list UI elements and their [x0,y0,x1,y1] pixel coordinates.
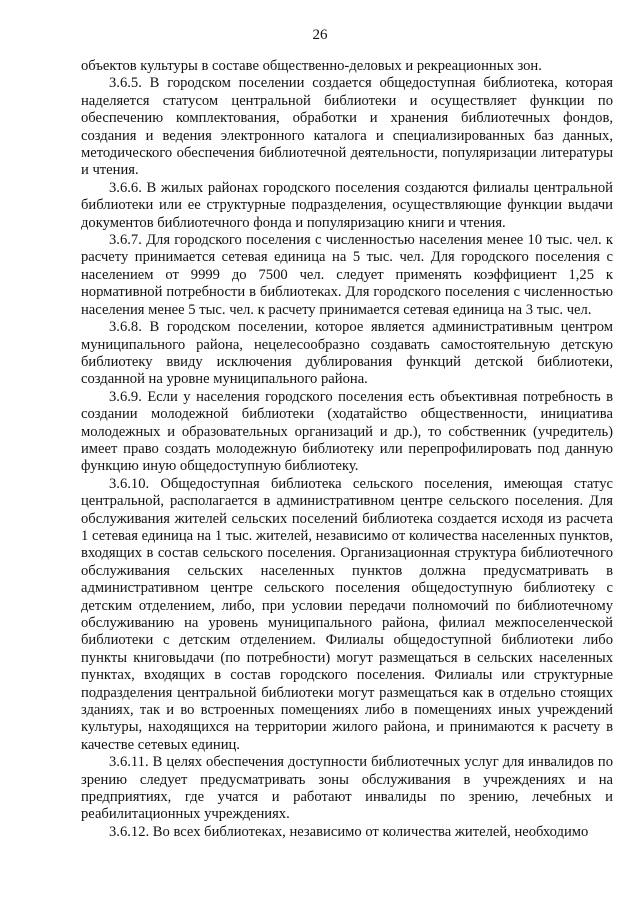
paragraph-3-6-8: 3.6.8. В городском поселении, которое является административным центром муниципального района, нецелесообразно создавать самостоятельную детскую библиотеку ввиду исключения дублирования функций детской библиотеки, созданной на уровне муниципального района. [81,319,613,388]
paragraph-3-6-12: 3.6.12. Во всех библиотеках, независимо от количества жителей, необходимо [109,823,589,840]
paragraph-3-6-6: 3.6.6. В жилых районах городского поселения создаются филиалы центральной библиотеки или ее структурные подразделения, осуществляющие функции выдачи документов библиотечного фонда и популяризацию книги и чтения. [81,179,613,231]
paragraph-3-6-11: 3.6.11. В целях обеспечения доступности библиотечных услуг для инвалидов по зрению следует предусматривать зоны обслуживания в учреждениях и на предприятиях, где учатся и работают инвалиды по зрению, лечебных и реабилитационных учреждениях. [81,754,613,823]
paragraph-3-6-5: 3.6.5. В городском поселении создается общедоступная библиотека, которая наделяется статусом центральной библиотеки и осуществляет функции по обеспечению комплектования, обработки и хранения библиотечных фондов, создания и ведения электронного каталога и специализированных баз данных, методического обеспечения библиотечной деятельности, популяризации литературы и чтения. [81,75,613,179]
paragraph-3-6-10: 3.6.10. Общедоступная библиотека сельского поселения, имеющая статус центральной, располагается в административном центре сельского поселения. Для обслуживания жителей сельских поселений библиотека создается исходя из расчета 1 сетевая единица на 1 тыс. жителей, независимо от количества населенных пунктов, входящих в состав сельского поселения. Организационная структура библиотечного обслуживания сельских населенных пунктов должна предусматривать в административном центре сельского поселения общедоступную библиотеку с детским отделением, либо, при условии передачи полномочий по библиотечному обслуживанию на уровень муниципального района, филиал межпоселенческой библиотеки с детским отделением. Филиалы общедоступной библиотеки либо пункты книговыдачи (по потребности) могут размещаться в сельских населенных пунктах, входящих в состав городского поселения. Филиалы или структурные подразделения центральной библиотеки могут размещаться как в отдельно стоящих зданиях, так и во встроенных помещениях либо в помещениях иных учреждений культуры, находящихся на территории жилого района, и принимаются к расчету в качестве сетевых единиц. [81,475,613,753]
document-body [81,58,613,841]
paragraph-3-6-9: 3.6.9. Если у населения городского поселения есть объективная потребность в создании молодежной библиотеки (ходатайство общественности, инициатива молодежных и образовательных организаций и др.), то собственник (учредитель) имеет право создать молодежную библиотеку или перепрофилировать под данную функцию иную общедоступную библиотеку. [81,388,613,475]
paragraph-continuation: объектов культуры в составе общественно-деловых и рекреационных зон. [81,58,542,74]
page-number: 26 [312,27,328,43]
paragraph-3-6-7: 3.6.7. Для городского поселения с численностью населения менее 10 тыс. чел. к расчету принимается сетевая единица на 5 тыс. чел. Для городского поселения с населением от 9999 до 7500 чел. следует применять коэффициент 1,25 к нормативной потребности в библиотеках. Для городского поселения с численностью населения менее 5 тыс. чел. к расчету принимается сетевая единица на 3 тыс. чел. [81,232,613,318]
